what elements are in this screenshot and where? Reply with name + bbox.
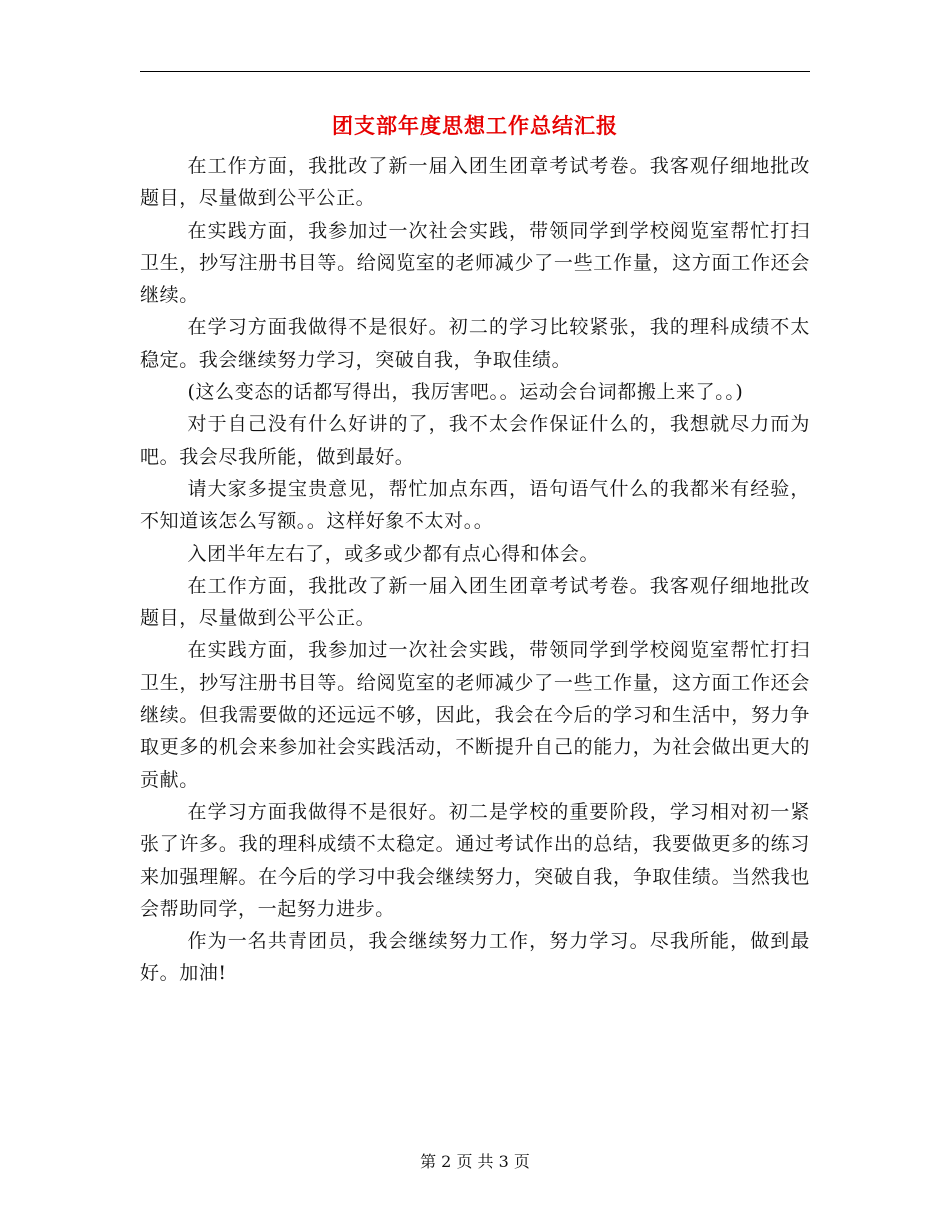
paragraph-request: 请大家多提宝贵意见，帮忙加点东西，语句语气什么的我都米有经验，不知道该怎么写额。。这样好象不太对。。 <box>140 477 810 533</box>
page-number: 第 2 页 共 3 页 <box>420 1152 530 1171</box>
paragraph-study: 在学习方面我做得不是很好。初二的学习比较紧张，我的理科成绩不太稳定。我会继续努力学习，突破自我，争取佳绩。 <box>140 316 810 371</box>
document-title: 团支部年度思想工作总结汇报 <box>332 113 618 138</box>
paragraph-study-extended: 在学习方面我做得不是很好。初二是学校的重要阶段，学习相对初一紧张了许多。我的理科成绩不太稳定。通过考试作出的总结，我要做更多的练习来加强理解。在今后的学习中我会继续努力，突破自我，争取佳绩。当然我也会帮助同学，一起努力进步。 <box>140 800 810 920</box>
paragraph-intro: 入团半年左右了，或多或少都有点心得和体会。 <box>187 542 600 565</box>
paragraph-aside: (这么变态的话都写得出，我厉害吧。。运动会台词都搬上来了。。) <box>187 381 744 404</box>
paragraph-self: 对于自己没有什么好讲的了，我不太会作保证什么的，我想就尽力而为吧。我会尽我所能，做到最好。 <box>140 413 810 468</box>
paragraph-work: 在工作方面，我批改了新一届入团生团章考试考卷。我客观仔细地批改题目，尽量做到公平公正。 <box>140 155 810 210</box>
paragraph-practice-extended: 在实践方面，我参加过一次社会实践，带领同学到学校阅览室帮忙打扫卫生，抄写注册书目等。给阅览室的老师减少了一些工作量，这方面工作还会继续。但我需要做的还远远不够，因此，我会在今后的学习和生活中，努力争取更多的机会来参加社会实践活动，不断提升自己的能力，为社会做出更大的贡献。 <box>140 639 810 791</box>
paragraph-closing: 作为一名共青团员，我会继续努力工作，努力学习。尽我所能，做到最好。加油! <box>140 930 810 985</box>
document-body <box>140 150 810 990</box>
header-rule <box>140 71 810 72</box>
paragraph-practice: 在实践方面，我参加过一次社会实践，带领同学到学校阅览室帮忙打扫卫生，抄写注册书目等。给阅览室的老师减少了一些工作量，这方面工作还会继续。 <box>140 219 810 307</box>
paragraph-work-repeat: 在工作方面，我批改了新一届入团生团章考试考卷。我客观仔细地批改题目，尽量做到公平公正。 <box>140 574 810 630</box>
